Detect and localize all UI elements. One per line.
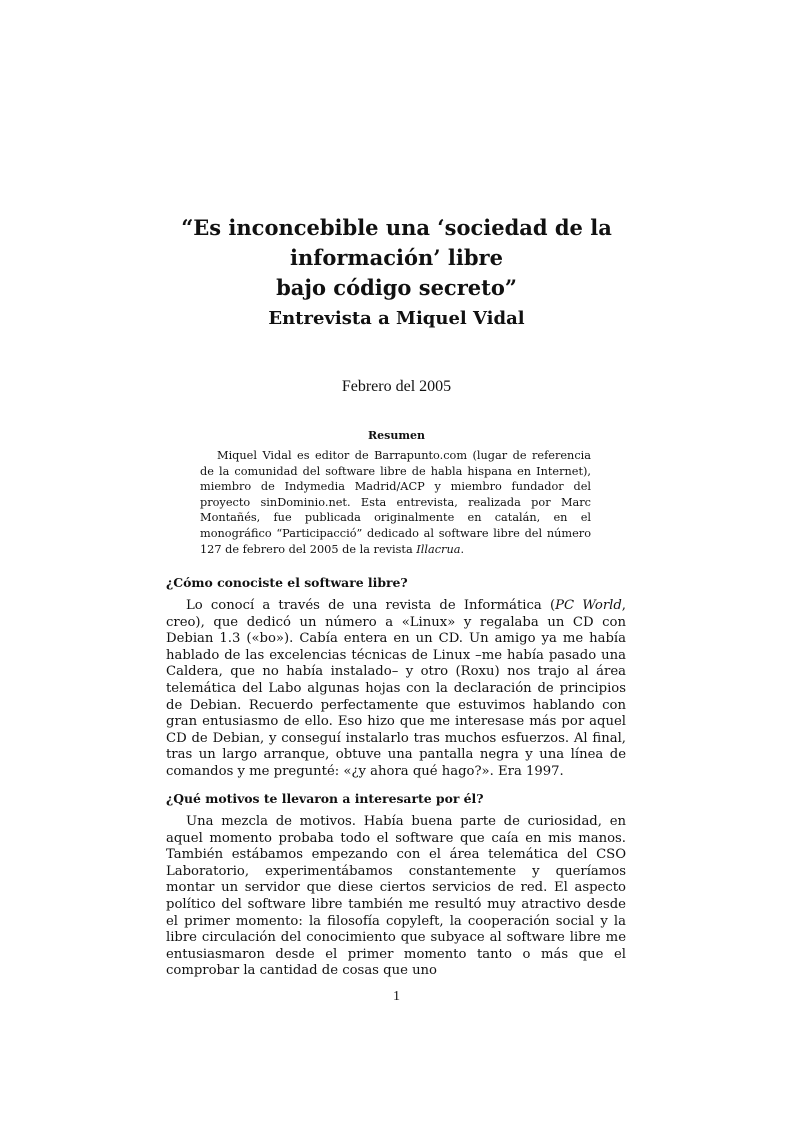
abstract-body: Miquel Vidal es editor de Barrapunto.com (lugar de referencia de la comunidad del software libre de habla hispana en Internet), miembro de Indymedia Madrid/ACP y miembro fundador del proyecto sinDominio.net. Esta entrevista, realizada por Marc Montañés, fue publicada originalmente en catalán, en el monográfico “Participacció” dedicado al software libre del número 127 de febrero del 2005 de la revista	[200, 449, 591, 556]
section-1-paragraph	[166, 598, 626, 781]
paper-title	[0, 213, 793, 303]
paper-date: Febrero del 2005	[341, 378, 452, 395]
title-line-3: bajo código secreto”	[276, 275, 517, 300]
section-1-text-b: , creo), que dedicó un número a «Linux» y regalaba un CD con Debian 1.3 («bo»). Cabía entera en un CD. Un amigo ya me había hablado de las excelencias técnicas de Linux –me había pasado una Caldera, que no había instalado– y otro (Roxu) nos trajo al área telemática del Labo algunas hojas con la declaración de principios de Debian. Recuerdo perfectamente que estuvimos hablando con gran entusiasmo de ello. Eso hizo que me interesase más por aquel CD de Debian, y conseguí instalarlo tras muchos esfuerzos. Al final, tras un largo arranque, obtuve una pantalla negra y una línea de comandos y me pregunté: «¿y ahora qué hago?». Era 1997.	[166, 598, 626, 779]
abstract-heading: Resumen	[368, 429, 425, 442]
abstract-end: .	[460, 542, 465, 556]
section-1-text-a: Lo conocí a través de una revista de Informática (	[186, 598, 556, 613]
section-1	[166, 574, 626, 781]
section-2-heading: ¿Qué motivos te llevaron a interesarte por él?	[166, 791, 484, 806]
title-line-2: información’ libre	[290, 245, 503, 270]
section-2-paragraph: Una mezcla de motivos. Había buena parte de curiosidad, en aquel momento probaba todo el software que caía en mis manos. También estábamos empezando con el área telemática del CSO Laboratorio, experimentábamos constantemente y queríamos montar un servidor que diese ciertos servicios de red. El aspecto político del software libre también me resultó muy atractivo desde el primer momento: la filosofía copyleft, la cooperación social y la libre circulación del conocimiento que subyace al software libre me entusiasmaron desde el primer momento tanto o más que el comprobar la cantidad de cosas que uno	[166, 814, 626, 979]
abstract-text	[200, 448, 591, 557]
section-1-em: PC World	[555, 598, 622, 613]
page-number: 1	[393, 989, 400, 1004]
section-2	[166, 790, 626, 980]
abstract-journal: Illacrua	[416, 542, 461, 556]
paper-subtitle: Entrevista a Miquel Vidal	[268, 308, 525, 329]
section-1-heading: ¿Cómo conociste el software libre?	[166, 575, 408, 590]
title-line-1: “Es inconcebible una ‘sociedad de la	[181, 215, 612, 240]
